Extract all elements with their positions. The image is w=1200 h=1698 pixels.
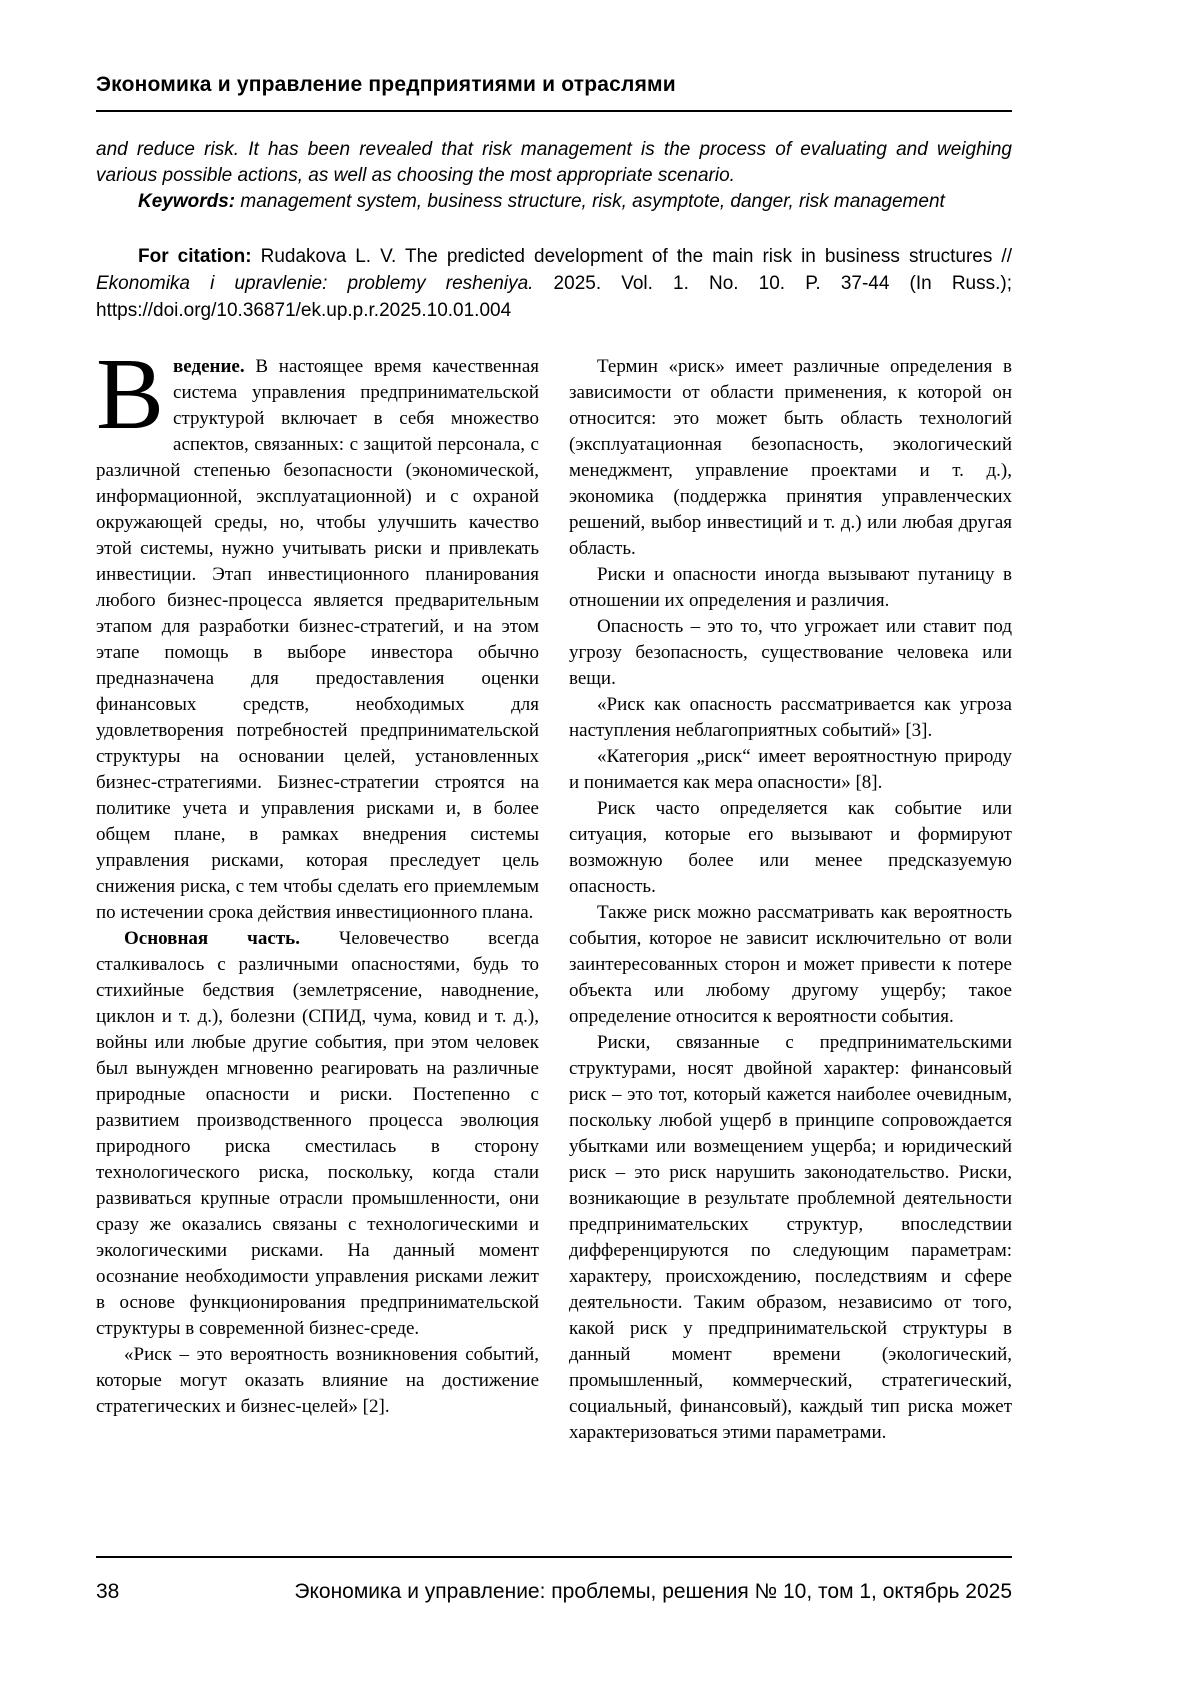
paragraph: «Категория „риск“ имеет вероятностную природу и понимается как мера опасности» [8]. — [569, 746, 1012, 794]
abstract-block — [96, 137, 1012, 215]
citation-text-before: Rudakova L. V. The predicted development of the main risk in business structures // — [251, 246, 1012, 268]
footer-journal-title: Экономика и управление: проблемы, решения № 10, том 1, октябрь 2025 — [294, 1580, 1012, 1603]
abstract-text-run: and reduce risk. It has been revealed that risk management is the process of evaluating and weighing various possible actions, as well as choosing the most appropriate scenario. — [96, 139, 1012, 187]
page-header — [96, 72, 1012, 112]
left-column — [96, 338, 540, 1446]
running-head-title: Экономика и управление предприятиями и отраслями — [96, 73, 676, 96]
citation-text-after: 2025. Vol. 1. No. 10. P. 37-44 (In Russ.); https://doi.org/10.36871/ek.up.p.r.2025.10.01.004 — [96, 273, 1012, 322]
citation-journal-title: Ekonomika i upravlenie: problemy resheniya. — [96, 273, 534, 295]
intro-paragraph — [96, 338, 539, 926]
intro-text: В настоящее время качественная система управления предпринимательской структурой включает в себя множество аспектов, связанных: с защитой персонала, с различной степенью безопасности (экономической, информационной, эксплуатационной) и с охраной окружающей среды, но, чтобы улучшить качество этой системы, нужно учитывать риски и привлекать инвестиции. Этап инвестиционного планирования любого бизнес-процесса является предварительным этапом для разработки бизнес-стратегий, и на этом этапе помощь в выборе инвестора обычно предназначена для предоставления оценки финансовых средств, необходимых для удовлетворения потребностей предпринимательской структуры на основании целей, установленных бизнес-стратегиями. Бизнес-стратегии строятся на политике учета и управления рисками и, в более общем плане, в рамках внедрения системы управления рисками, которая преследует цель снижения риска, с тем чтобы сделать его приемлемым по истечении срока действия инвестиционного плана. — [96, 356, 539, 924]
paragraph: Опасность – это то, что угрожает или ставит под угрозу безопасность, существование человека или вещи. — [569, 616, 1012, 690]
abstract-text — [96, 137, 1012, 189]
paragraph: «Риск как опасность рассматривается как угроза наступления неблагоприятных событий» [3]. — [569, 694, 1012, 742]
keywords-line — [96, 189, 1012, 215]
citation-label: For citation: — [138, 246, 252, 268]
paragraph: Риск часто определяется как событие или ситуация, которые его вызывают и формируют возможную более или менее предсказуемую опасность. — [569, 798, 1012, 898]
main-part-text: Человечество всегда сталкивалось с различными опасностями, будь то стихийные бедствия (землетрясение, наводнение, циклон и т. д.), болезни (СПИД, чума, ковид и т. д.), войны или любые другие события, при этом человек был вынужден мгновенно реагировать на различные природные опасности и риски. Постепенно с развитием производственного процесса эволюция природного риска сместилась в сторону технологического риска, поскольку, когда стали развиваться крупные отрасли промышленности, они сразу же оказались связаны с технологическими и экологическими рисками. На данный момент осознание необходимости управления рисками лежит в основе функционирования предпринимательской структуры в современной бизнес-среде. — [96, 928, 540, 1340]
intro-lead: ведение. — [173, 356, 245, 378]
footer-rule — [96, 1556, 1012, 1558]
page-number: 38 — [96, 1580, 120, 1603]
main-part-paragraph — [96, 926, 539, 1342]
paragraph: «Риск – это вероятность возникновения событий, которые могут оказать влияние на достижение стратегических и бизнес-целей» [2]. — [96, 1344, 539, 1418]
main-part-lead: Основная часть. — [124, 928, 300, 950]
keywords-label: Keywords: — [138, 191, 236, 213]
citation-paragraph — [96, 243, 1012, 324]
dropcap-letter: В — [96, 338, 165, 452]
header-rule — [96, 110, 1012, 112]
page-footer — [96, 1556, 1012, 1604]
right-column — [569, 354, 1012, 1446]
body-columns — [96, 338, 1012, 1446]
paragraph: Риски и опасности иногда вызывают путаницу в отношении их определения и различия. — [569, 564, 1012, 612]
citation-block — [96, 243, 1012, 324]
paragraph: Риски, связанные с предпринимательскими структурами, носят двойной характер: финансовый риск – это тот, который кажется наиболее очевидным, поскольку любой ущерб в принципе сопровождается убытками или возмещением ущерба; и юридический риск – это риск нарушить законодательство. Риски, возникающие в результате проблемной деятельности предпринимательских структур, впоследствии дифференцируются по следующим параметрам: характеру, происхождению, последствиям и сфере деятельности. Таким образом, независимо от того, какой риск у предпринимательской структуры в данный момент времени (экологический, промышленный, коммерческий, стратегический, социальный, финансовый), каждый тип риска может характеризоваться этими параметрами. — [569, 1032, 1012, 1444]
footer-line — [96, 1579, 1012, 1604]
paragraph: Также риск можно рассматривать как вероятность события, которое не зависит исключительно от воли заинтересованных сторон и может привести к потере объекта или любому другому ущербу; такое определение относится к вероятности события. — [569, 902, 1012, 1028]
keywords-text: management system, business structure, risk, asymptote, danger, risk management — [235, 191, 945, 213]
paragraph: Термин «риск» имеет различные определения в зависимости от области применения, к которой он относится: это может быть область технологий (эксплуатационная безопасность, экологический менеджмент, управление проектами и т. д.), экономика (поддержка принятия управленческих решений, выбор инвестиций и т. д.) или любая другая область. — [569, 356, 1012, 560]
